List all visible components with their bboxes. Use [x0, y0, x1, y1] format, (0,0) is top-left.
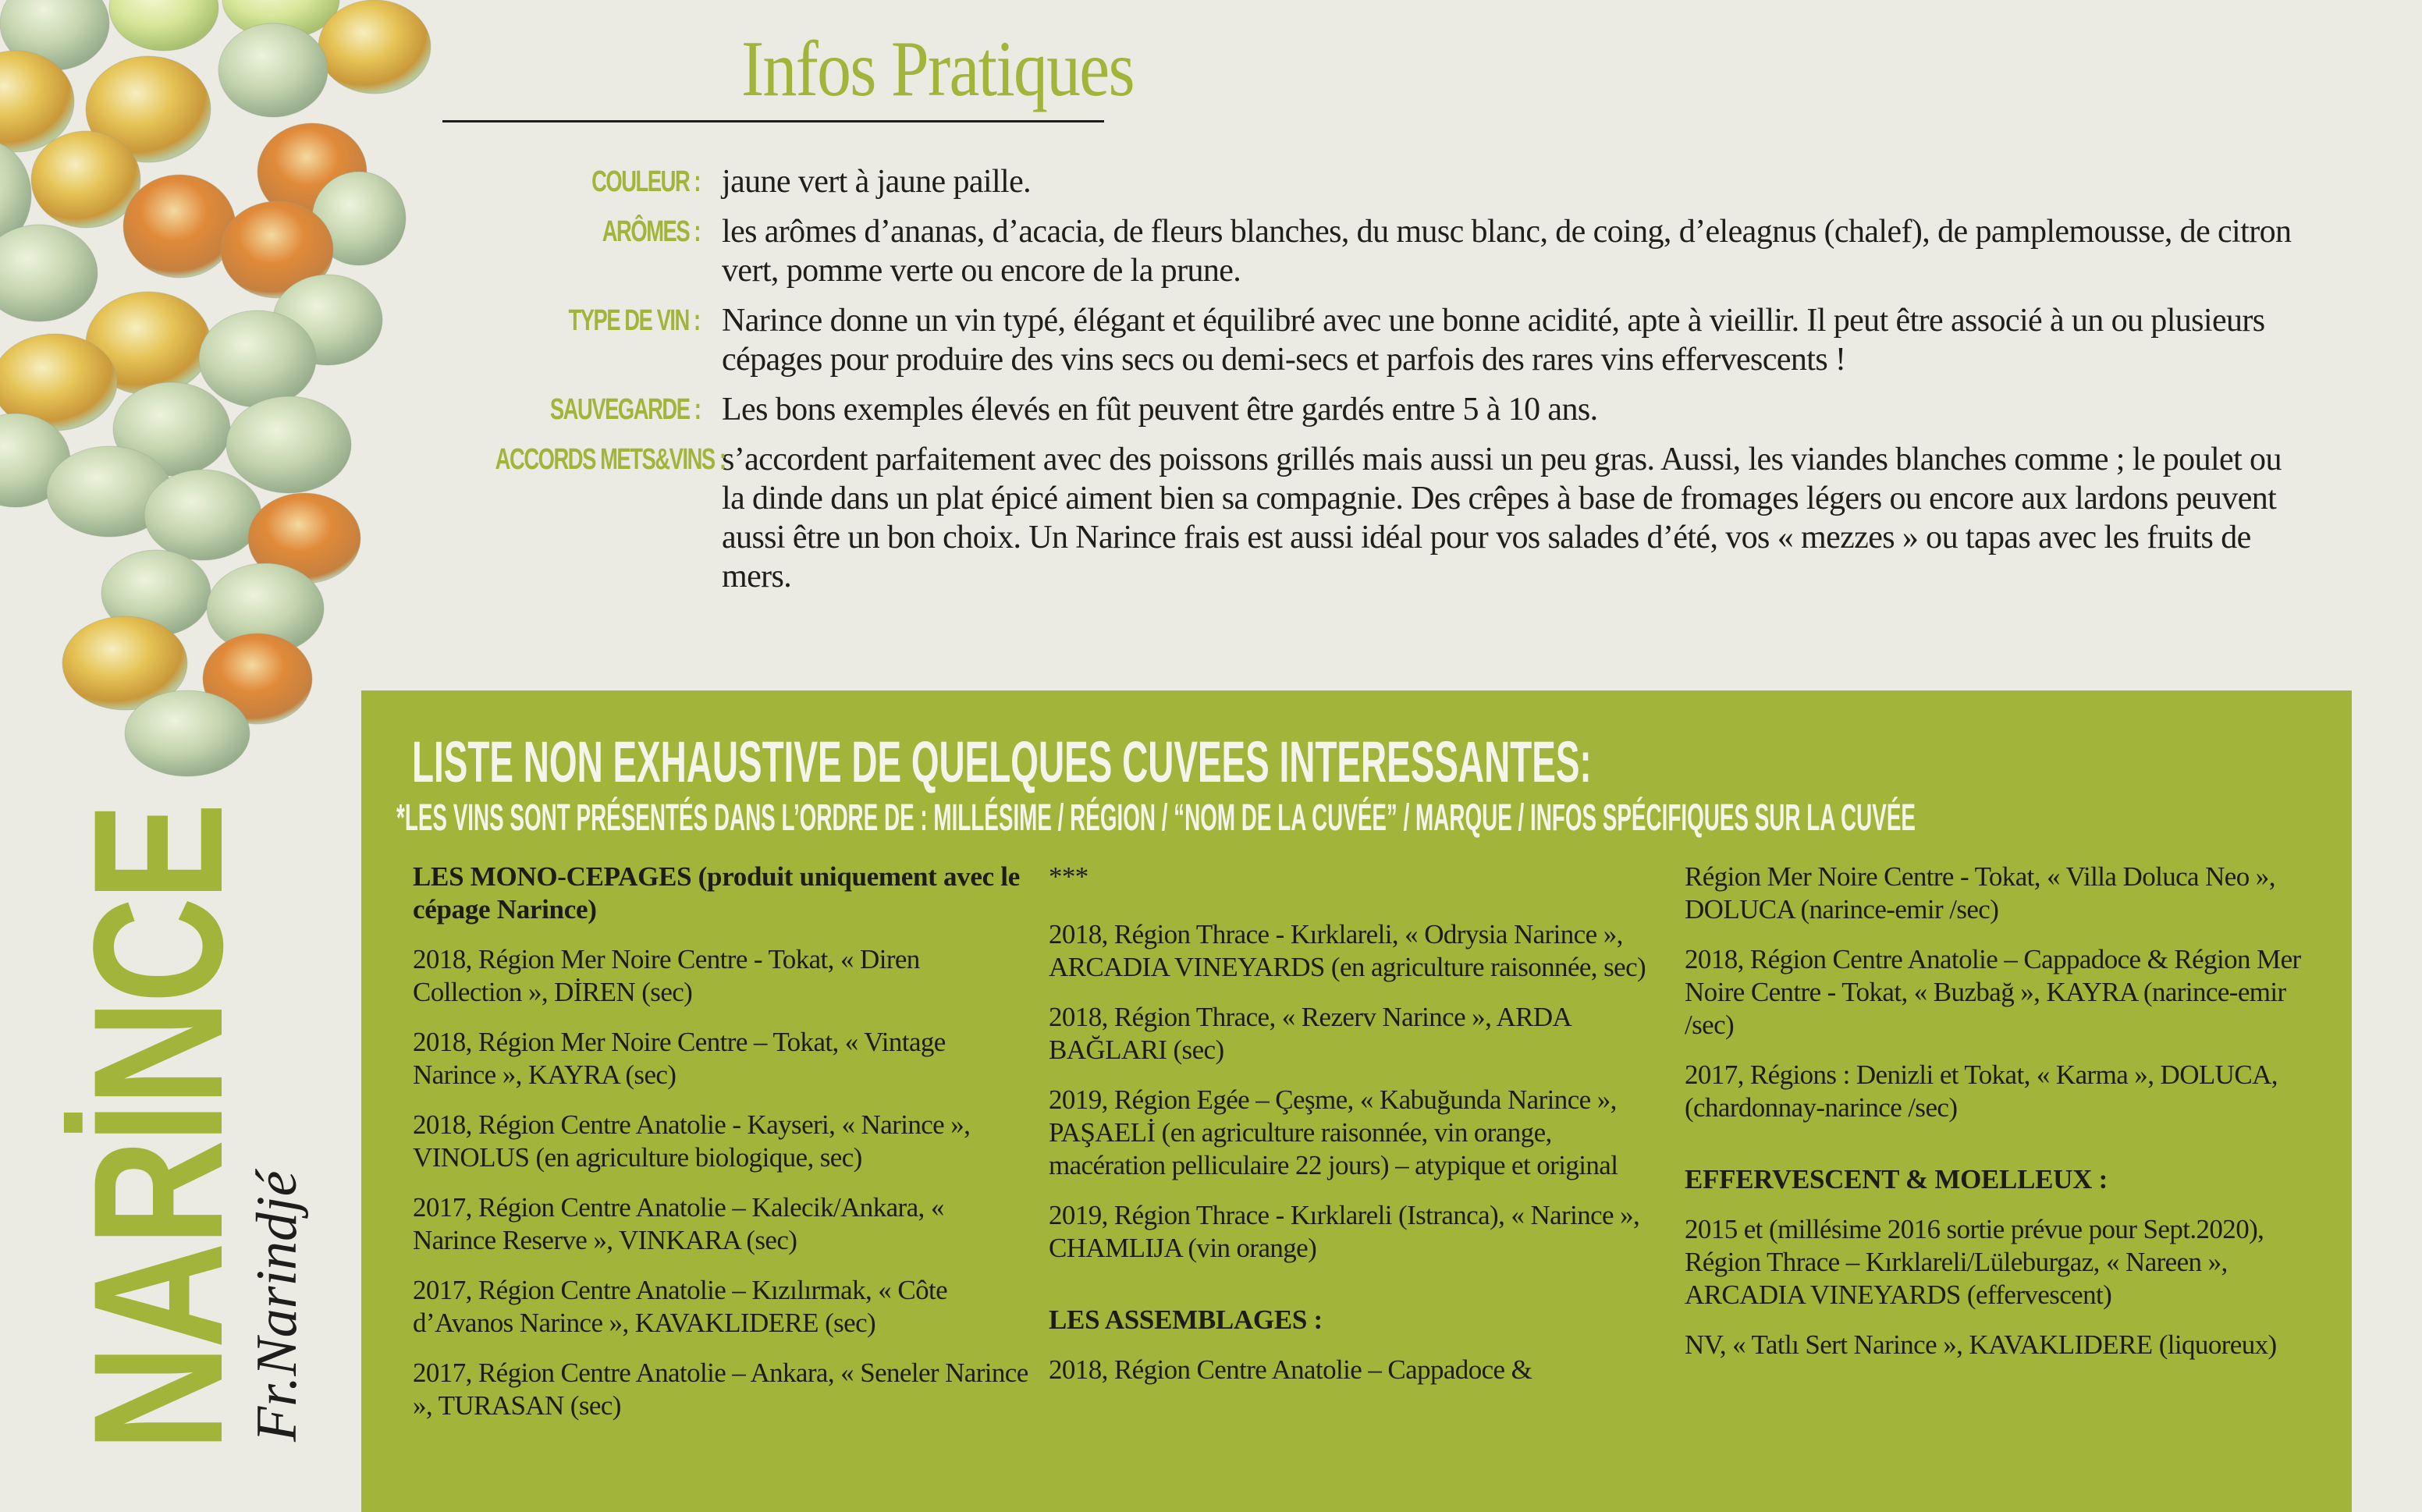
info-label: ARÔMES : — [602, 215, 700, 248]
title-divider — [442, 120, 1104, 122]
cuvee-item: 2017, Régions : Denizli et Tokat, « Karma », DOLUCA, (chardonnay-narince /sec) — [1685, 1059, 2278, 1123]
info-text: Narince donne un vin typé, élégant et équilibré avec une bonne acidité, apte à vieillir. Il peut être associé à un ou plusieurs cépages pour produire des vins secs ou demi-secs et parfois des rares vins effervescents ! — [722, 303, 2265, 378]
info-row-type-de-vin — [406, 301, 2310, 379]
cuvee-item: 2018, Région Centre Anatolie – Cappadoce & Région Mer Noire Centre - Tokat, « Buzbağ », KAYRA (narince-emir /sec) — [1685, 944, 2301, 1040]
cuvees-column-3 — [1685, 861, 2321, 1439]
cuvee-item: 2017, Région Centre Anatolie – Kalecik/Ankara, « Narince Reserve », VINKARA (sec) — [413, 1192, 944, 1255]
grape-name-vertical: NARİNCE — [55, 806, 261, 1451]
cuvee-item: 2017, Région Centre Anatolie – Kızılırmak, « Côte d’Avanos Narince », KAVAKLIDERE (sec) — [413, 1275, 948, 1338]
cuvees-columns — [413, 861, 2317, 1439]
info-row-sauvegarde — [406, 390, 2310, 429]
cuvee-item: 2018, Région Centre Anatolie - Kayseri, « Narince », VINOLUS (en agriculture biologique, sec) — [413, 1109, 971, 1173]
info-row-aromes — [406, 212, 2310, 290]
section-heading-assemblages: LES ASSEMBLAGES : — [1049, 1304, 1323, 1335]
cuvees-subtitle: *LES VINS SONT PRÉSENTÉS DANS L’ORDRE DE : MILLÉSIME / RÉGION / “NOM DE LA CUVÉE” / MARQUE / INFOS SPÉCIFIQUES SUR LA CUVÉE — [396, 797, 1916, 839]
cuvee-item: NV, « Tatlı Sert Narince », KAVAKLIDERE (liquoreux) — [1685, 1329, 2277, 1360]
info-row-accords — [406, 440, 2310, 596]
cuvee-item: 2018, Région Mer Noire Centre – Tokat, « Vintage Narince », KAYRA (sec) — [413, 1027, 946, 1090]
cuvee-item: Région Mer Noire Centre - Tokat, « Villa Doluca Neo », DOLUCA (narince-emir /sec) — [1685, 861, 2275, 925]
cuvee-item: 2017, Région Centre Anatolie – Ankara, « Seneler Narince », TURASAN (sec) — [413, 1358, 1028, 1421]
cuvees-column-2 — [1049, 861, 1685, 1439]
grape-pronunciation: Fr.Narindjé — [245, 1170, 309, 1442]
info-text: jaune vert à jaune paille. — [722, 164, 1032, 200]
info-text: s’accordent parfaitement avec des poissons grillés mais aussi un peu gras. Aussi, les viandes blanches comme ; le poulet ou la dinde dans un plat épicé aiment bien sa compagnie. Des crêpes à base de fromages légers ou encore aux lardons peuvent aussi être un bon choix. Un Narince frais est aussi idéal pour vos salades d’été, vos « mezzes » ou tapas avec les fruits de mers. — [722, 442, 2282, 595]
info-row-couleur — [406, 162, 2310, 201]
info-text: les arômes d’ananas, d’acacia, de fleurs blanches, du musc blanc, de coing, d’eleagnus (chalef), de pamplemousse, de citron vert, pomme verte ou encore de la prune. — [722, 214, 2292, 289]
cuvees-panel — [361, 690, 2352, 1512]
info-label: SAUVEGARDE : — [549, 393, 700, 426]
section-heading-mono-cepages: LES MONO-CEPAGES (produit uniquement avec le cépage Narince) — [413, 861, 1020, 925]
info-text: Les bons exemples élevés en fût peuvent être gardés entre 5 à 10 ans. — [722, 392, 1598, 428]
info-label: ACCORDS METS&VINS : — [495, 443, 726, 476]
cuvee-item: 2015 et (millésime 2016 sortie prévue pour Sept.2020), Région Thrace – Kırklareli/Lüleburgaz, « Nareen », ARCADIA VINEYARDS (effervescent) — [1685, 1214, 2264, 1310]
infos-list — [406, 162, 2310, 607]
separator-asterisks: *** — [1049, 861, 1088, 892]
cuvees-column-1 — [413, 861, 1049, 1439]
info-label: TYPE DE VIN : — [568, 304, 700, 337]
cuvee-item: 2019, Région Egée – Çeşme, « Kabuğunda Narince », PAŞAELİ (en agriculture raisonnée, vin orange, macération pelliculaire 22 jours) – atypique et original — [1049, 1084, 1618, 1180]
info-label: COULEUR : — [591, 165, 700, 198]
cuvee-item: 2018, Région Mer Noire Centre - Tokat, « Diren Collection », DİREN (sec) — [413, 944, 920, 1007]
cuvee-item: 2019, Région Thrace - Kırklareli (Istranca), « Narince », CHAMLIJA (vin orange) — [1049, 1200, 1640, 1263]
page-title: Infos Pratiques — [741, 25, 1134, 113]
cuvees-title: LISTE NON EXHAUSTIVE DE QUELQUES CUVEES INTERESSANTES: — [412, 729, 1592, 794]
cuvee-item: 2018, Région Thrace, « Rezerv Narince », ARDA BAĞLARI (sec) — [1049, 1002, 1571, 1065]
section-heading-effervescent: EFFERVESCENT & MOELLEUX : — [1685, 1164, 2108, 1194]
cuvee-item: 2018, Région Centre Anatolie – Cappadoce & — [1049, 1354, 1532, 1385]
cuvee-item: 2018, Région Thrace - Kırklareli, « Odrysia Narince », ARCADIA VINEYARDS (en agriculture raisonnée, sec) — [1049, 919, 1646, 982]
